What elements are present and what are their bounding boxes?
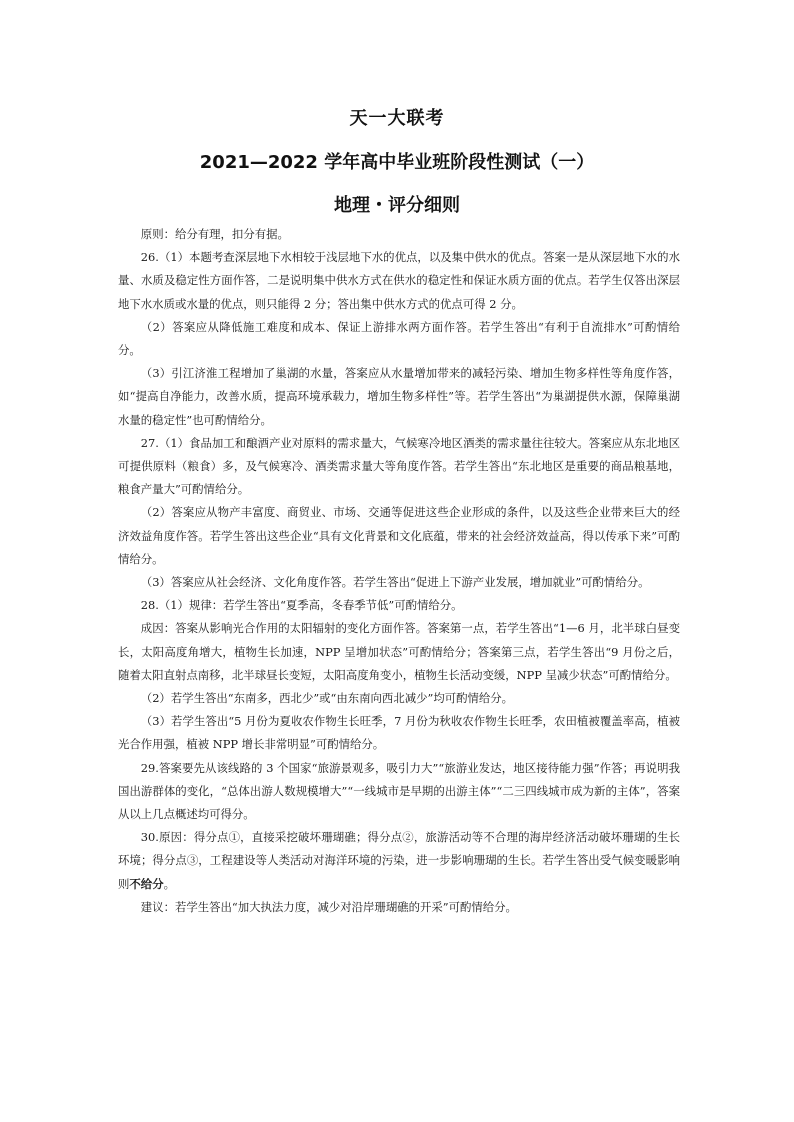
q30-suggestion: 建议：若学生答出“加大执法力度，减少对沿岸珊瑚礁的开采”可酌情给分。: [140, 899, 517, 914]
q26-part3: （3）引江济淮工程增加了巢湖的水量，答案应从水量增加带来的减轻污染、增加生物多样性等角度作答，如“提高自净能力，改善水质，提高环境承载力，增加生物多样性”等。若学生答出“为巢湖提供水源，保障巢湖水量的稳定性”也可酌情给分。: [118, 366, 680, 427]
q29: 29.答案要先从该线路的 3 个国家“旅游景观多，吸引力大”“旅游业发达，地区接待能力强”作答；再说明我国出游群体的变化，“总体出游人数规模增大”“一线城市是早期的出游主体”“二三四线城市成为新的主体”，答案从以上几点概述均可得分。: [118, 760, 680, 822]
grading-rules-body: [118, 223, 680, 919]
principle-line: 原则：给分有理，扣分有据。: [140, 227, 289, 241]
q30-no-score-emphasis: 不给分: [129, 876, 164, 891]
q30-reason-text: 30.原因：得分点①，直接采挖破坏珊瑚礁；得分点②，旅游活动等不合理的海岸经济活动破坏珊瑚的生长环境；得分点③，工程建设等人类活动对海洋环境的污染，进一步影响珊瑚的生长。若学生答出受气候变暖影响则: [118, 830, 680, 891]
q28-part2: （2）若学生答出“东南多，西北少”或“由东南向西北减少”均可酌情给分。: [140, 691, 514, 706]
q28-part3: （3）若学生答出“5 月份为夏收农作物生长旺季，7 月份为秋收农作物生长旺季，农田植被覆盖率高，植被光合作用强，植被 NPP 增长非常明显”可酌情给分。: [118, 714, 680, 752]
q26-part1: 26.（1）本题考查深层地下水相较于浅层地下水的优点，以及集中供水的优点。答案一是从深层地下水的水量、水质及稳定性方面作答，二是说明集中供水方式在供水的稳定性和保证水质方面的优点。若学生仅答出深层地下水水质或水量的优点，则只能得 2 分；答出集中供水方式的优点可得 2 分。: [118, 250, 680, 311]
q27-part1: 27.（1）食品加工和酿酒产业对原料的需求量大，气候寒冷地区酒类的需求量往往较大。答案应从东北地区可提供原料（粮食）多，及气候寒冷、酒类需求量大等角度作答。若学生答出“东北地区是重要的商品粮基地，粮食产量大”可酌情给分。: [118, 435, 680, 497]
subject-title: 地理・评分细则: [334, 195, 460, 216]
exam-organizer-title: 天一大联考: [349, 108, 445, 129]
q27-part3: （3）答案应从社会经济、文化角度作答。若学生答出“促进上下游产业发展，增加就业”可酌情给分。: [140, 575, 650, 590]
q28-part1-rule: 28.（1）规律：若学生答出“夏季高，冬春季节低”可酌情给分。: [140, 598, 463, 613]
exam-name-title: 2021—2022 学年高中毕业班阶段性测试（一）: [199, 152, 595, 173]
q28-part1-cause: 成因：答案从影响光合作用的太阳辐射的变化方面作答。答案第一点，若学生答出“1—6 月，北半球白昼变长，太阳高度角增大，植物生长加速，NPP 呈增加状态”可酌情给分；答案第三点，若学生答出“9 月份之后，随着太阳直射点南移，北半球昼长变短，太阳高度角变小，植物生长活动变缓，NPP 呈减少状态”可酌情给分。: [118, 621, 680, 682]
q27-part2: （2）答案应从物产丰富度、商贸业、市场、交通等促进这些企业形成的条件，以及这些企业带来巨大的经济效益角度作答。若学生答出这些企业“具有文化背景和文化底蕴，带来的社会经济效益高，得以传承下来”可酌情给分。: [118, 505, 680, 566]
q26-part2: （2）答案应从降低施工难度和成本、保证上游排水两方面作答。若学生答出“有利于自流排水”可酌情给分。: [118, 319, 680, 358]
q30-reason: [118, 826, 680, 896]
q30-reason-end: 。: [163, 876, 175, 891]
